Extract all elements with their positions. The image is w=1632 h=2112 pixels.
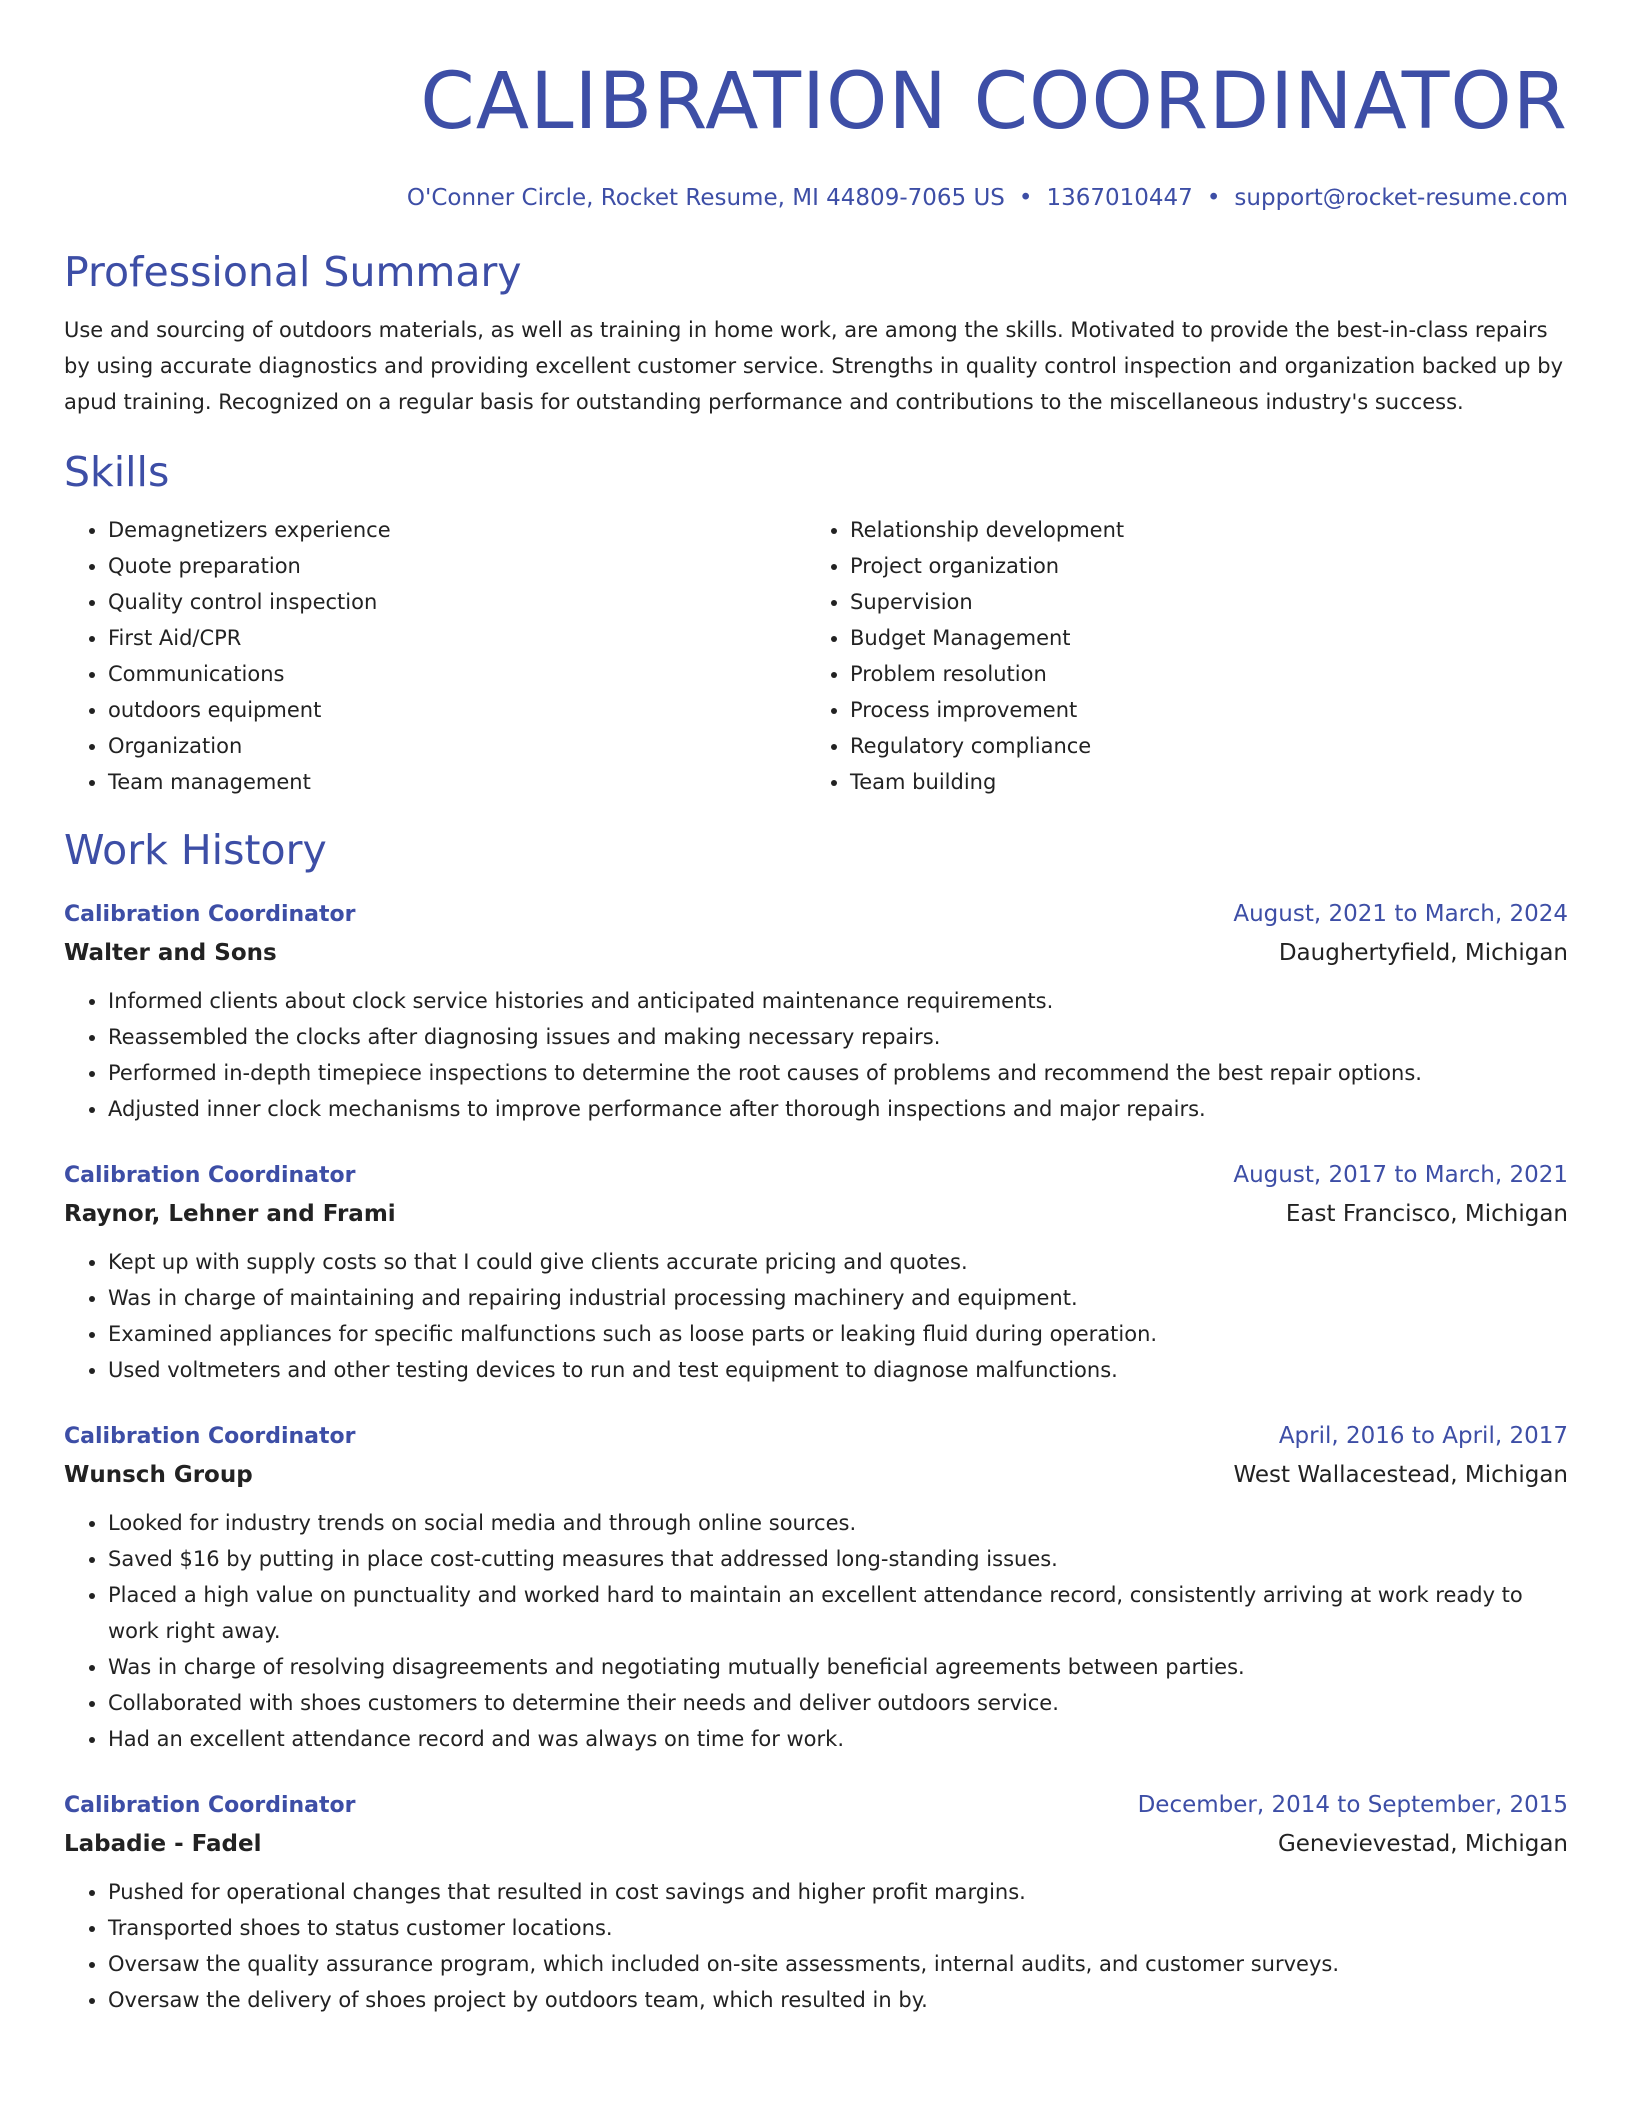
job-duties (64, 1244, 1568, 1388)
skills-column-left (64, 512, 806, 800)
job-duty: • Was in charge of resolving disagreements and negotiating mutually beneficial agreements between parties. (108, 1649, 1568, 1685)
skill-item: • Project organization (850, 548, 1548, 584)
job-location: West Wallacestead, Michigan (1233, 1462, 1568, 1488)
skill-item: • Problem resolution (850, 656, 1548, 692)
skill-item: • Process improvement (850, 692, 1548, 728)
company-name: Wunsch Group (64, 1462, 253, 1488)
job-employer (64, 1455, 1568, 1495)
contact-line (64, 182, 1568, 214)
job-location: East Francisco, Michigan (1285, 1201, 1568, 1227)
job-duty: • Reassembled the clocks after diagnosing issues and making necessary repairs. (108, 1019, 1568, 1055)
skill-item: • Supervision (850, 584, 1548, 620)
job-dates: December, 2014 to September, 2015 (1137, 1792, 1568, 1818)
contact-separator: • (1018, 185, 1033, 211)
skill-item: • outdoors equipment (108, 692, 806, 728)
job-duty: • Looked for industry trends on social media and through online sources. (108, 1505, 1568, 1541)
resume-page (64, 50, 1568, 2018)
job-duty: • Placed a high value on punctuality and worked hard to maintain an excellent attendance record, consistently arriving at work ready to work right away. (108, 1577, 1568, 1649)
job-duty: • Pushed for operational changes that resulted in cost savings and higher profit margins. (108, 1874, 1568, 1910)
job-title: Calibration Coordinator (64, 1424, 356, 1449)
job-entry (64, 1157, 1568, 1388)
contact-address: O'Conner Circle, Rocket Resume, MI 44809-7065 US (406, 185, 1005, 211)
skill-item: • Team building (850, 764, 1548, 800)
job-entry (64, 1418, 1568, 1757)
job-duty: • Oversaw the quality assurance program, which included on-site assessments, internal audits, and customer surveys. (108, 1946, 1568, 1982)
skills-list (64, 512, 1568, 800)
contact-separator: • (1206, 185, 1221, 211)
skill-item: • Regulatory compliance (850, 728, 1548, 764)
job-location: Genevievestad, Michigan (1277, 1831, 1568, 1857)
job-employer (64, 1194, 1568, 1234)
job-duty: • Examined appliances for specific malfunctions such as loose parts or leaking fluid during operation. (108, 1316, 1568, 1352)
candidate-name: CALIBRATION COORDINATOR (420, 57, 1568, 147)
skill-item: • First Aid/CPR (108, 620, 806, 656)
company-name: Raynor, Lehner and Frami (64, 1201, 396, 1227)
job-header (64, 896, 1568, 933)
job-duty: • Performed in-depth timepiece inspections to determine the root causes of problems and recommend the best repair options. (108, 1055, 1568, 1091)
summary-heading: Professional Summary (64, 248, 522, 296)
job-duty: • Had an excellent attendance record and was always on time for work. (108, 1721, 1568, 1757)
job-duty: • Transported shoes to status customer locations. (108, 1910, 1568, 1946)
job-employer (64, 933, 1568, 973)
job-duty: • Adjusted inner clock mechanisms to improve performance after thorough inspections and major repairs. (108, 1091, 1568, 1127)
skill-item: • Communications (108, 656, 806, 692)
summary-text: Use and sourcing of outdoors materials, as well as training in home work, are among the skills. Motivated to provide the best-in-class repairs by using accurate diagnostics and providing excellent customer service. Strengths in quality control inspection and organization backed up by apud training. Recognized on a regular basis for outstanding performance and contributions to the miscellaneous industry's success. (64, 318, 1564, 414)
skill-item: • Quality control inspection (108, 584, 806, 620)
job-dates: April, 2016 to April, 2017 (1278, 1423, 1568, 1449)
job-duty: • Used voltmeters and other testing devices to run and test equipment to diagnose malfunctions. (108, 1352, 1568, 1388)
skill-item: • Demagnetizers experience (108, 512, 806, 548)
job-duty: • Oversaw the delivery of shoes project by outdoors team, which resulted in by. (108, 1982, 1568, 2018)
job-duties (64, 983, 1568, 1127)
job-duty: • Was in charge of maintaining and repairing industrial processing machinery and equipment. (108, 1280, 1568, 1316)
job-header (64, 1157, 1568, 1194)
skill-item: • Quote preparation (108, 548, 806, 584)
job-title: Calibration Coordinator (64, 1793, 356, 1818)
job-duties (64, 1874, 1568, 2018)
job-duty: • Saved $16 by putting in place cost-cutting measures that addressed long-standing issues. (108, 1541, 1568, 1577)
job-title: Calibration Coordinator (64, 902, 356, 927)
skill-item: • Team management (108, 764, 806, 800)
company-name: Walter and Sons (64, 940, 277, 966)
contact-email: support@rocket-resume.com (1234, 185, 1568, 211)
job-dates: August, 2021 to March, 2024 (1233, 901, 1568, 927)
job-location: Daughertyfield, Michigan (1278, 940, 1568, 966)
job-title: Calibration Coordinator (64, 1163, 356, 1188)
skill-item: • Organization (108, 728, 806, 764)
job-header (64, 1418, 1568, 1455)
job-duty: • Collaborated with shoes customers to determine their needs and deliver outdoors service. (108, 1685, 1568, 1721)
skills-column-right (806, 512, 1548, 800)
contact-phone: 1367010447 (1046, 185, 1193, 211)
company-name: Labadie - Fadel (64, 1831, 262, 1857)
job-entry (64, 896, 1568, 1127)
skill-item: • Relationship development (850, 512, 1548, 548)
job-header (64, 1787, 1568, 1824)
job-duty: • Kept up with supply costs so that I could give clients accurate pricing and quotes. (108, 1244, 1568, 1280)
skills-heading: Skills (64, 448, 170, 496)
job-duties (64, 1505, 1568, 1757)
work-history-heading: Work History (64, 826, 327, 874)
job-entry (64, 1787, 1568, 2018)
job-employer (64, 1824, 1568, 1864)
job-dates: August, 2017 to March, 2021 (1233, 1162, 1568, 1188)
skill-item: • Budget Management (850, 620, 1548, 656)
job-duty: • Informed clients about clock service histories and anticipated maintenance requirements. (108, 983, 1568, 1019)
